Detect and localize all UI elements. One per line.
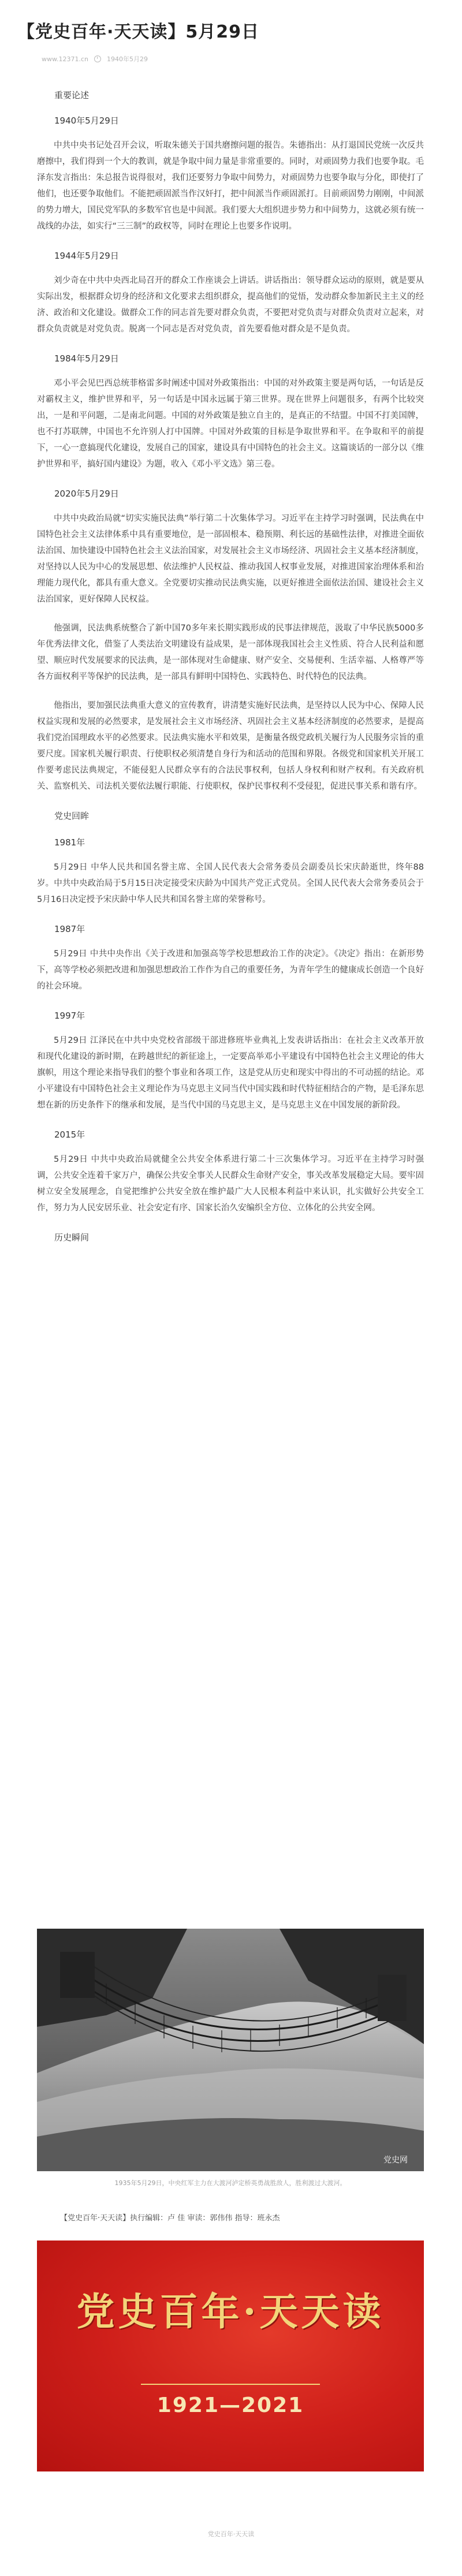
date-heading: 1984年5月29日 [54, 353, 119, 364]
page-title: 【党史百年·天天读】5月29日 [17, 22, 260, 42]
history-heading: 历史瞬间 [54, 1232, 90, 1243]
historical-photo [37, 1929, 424, 2171]
paragraph: 邓小平会见巴西总统菲格雷多时阐述中国对外政策指出：中国的对外政策主要是两句话，一句话是反对霸权主义，维护世界和平，另一句话是中国永远属于第三世界。现在世界上问题很多，有两个比较突出，一是和平问题，二是南北问题。中国的对外政策是独立自主的，是真正的不结盟。中国不打美国牌，也不打苏联牌，中国也不允许别人打中国牌。中国对外政策的目标是争取世界和平。在争取和平的前提下，一心一意搞现代化建设，发展自己的国家，建设具有中国特色的社会主义。这篇谈话的一部分以《维护世界和平，搞好国内建设》为题，收入《邓小平文选》第三卷。 [37, 379, 424, 469]
photo-caption: 1935年5月29日，中央红军主力在大渡河泸定桥英勇战胜敌人，胜利渡过大渡河。 [114, 2179, 346, 2187]
year-heading: 1981年 [54, 837, 85, 848]
section-heading: 重要论述 [54, 90, 90, 100]
date-heading: 1940年5月29日 [54, 115, 119, 126]
date-heading: 2020年5月29日 [54, 489, 119, 499]
paragraph: 中共中央政治局就“切实实施民法典”举行第二十次集体学习。习近平在主持学习时强调，民法典在中国特色社会主义法律体系中具有重要地位，是一部固根本、稳预期、利长远的基础性法律，对推进全面依法治国、加快建设中国特色社会主义法治国家，对发展社会主义市场经济、巩固社会主义基本经济制度，对坚持以人民为中心的发展思想、依法维护人民权益、推动我国人权事业发展，对推进国家治理体系和治理能力现代化，都具有重大意义。全党要切实推动民法典实施，以更好推进全面依法治国、建设社会主义法治国家，更好保障人民权益。 [37, 514, 424, 604]
paragraph: 中共中央书记处召开会议，听取朱德关于国共磨擦问题的报告。朱德指出：从打退国民党统一次反共磨擦中，我们得到一个大的教训，就是争取中间力量是非常重要的。同时，对顽固势力我们也要争取。毛泽东发言指出：朱总报告说得很对，我们还要努力争取中间势力，对顽固势力也要争取与分化，即使打了他们，也还要争取他们。不能把顽固派当作汉奸打，把中间派当作顽固派打。目前顽固势力刚刚，中间派的势力增大，国民党军队的多数军官也是中间派。我们要大大组织进步势力和中间势力，这就必须有统一战线的办法，如实行“三三制”的政权等，同时在理论上也要多作说明。 [37, 141, 424, 231]
photo-watermark: 党史网 [383, 2156, 408, 2165]
review-heading: 党史回眸 [54, 811, 90, 821]
paragraph: 刘少奇在中共中央西北局召开的群众工作座谈会上讲话。讲话指出：领导群众运动的原则，就是要从实际出发，根据群众切身的经济和文化要求去组织群众，提高他们的觉悟，发动群众参加新民主主义的经济、政治和文化建设。做群众工作的同志首先要对群众负责，不要把对党负责与对群众负责对立起来，对群众负责就是对党负责。脱离一个同志是否对党负责，首先要看他对群众是不是负责。 [37, 276, 424, 334]
banner-years: 1921—2021 [157, 2394, 304, 2417]
article-meta [42, 54, 148, 64]
paragraph: 他指出，要加强民法典重大意义的宣传教育，讲清楚实施好民法典，是坚持以人民为中心、保障人民权益实现和发展的必然要求，是发展社会主义市场经济、巩固社会主义基本经济制度的必然要求，是提高我们党治国理政水平的必然要求。民法典实施水平和效果，是衡量各级党政机关履行为人民服务宗旨的重要尺度。国家机关履行职责、行使职权必须清楚自身行为和活动的范围和界限。各级党和国家机关开展工作要考虑民法典规定，不能侵犯人民群众享有的合法民事权利，包括人身权利和财产权利。有关政府机关、监察机关、司法机关要依法履行职能、行使职权，保护民事权利不受侵犯，促进民事关系和谐有序。 [37, 701, 424, 791]
paragraph: 5月29日 中共中央作出《关于改进和加强高等学校思想政治工作的决定》。《决定》指出：在新形势下，高等学校必须把改进和加强思想政治工作作为自己的重要任务，为青年学生的健康成长创造一个良好的社会环境。 [37, 949, 424, 991]
banner-divider [141, 2384, 320, 2385]
article-body [37, 87, 424, 1246]
paragraph: 5月29日 江泽民在中共中央党校省部级干部进修班毕业典礼上发表讲话指出：在社会主义改革开放和现代化建设的新时期，在跨越世纪的新征途上，一定要高举邓小平建设有中国特色社会主义理论的伟大旗帜，用这个理论来指导我们的整个事业和各项工作，这是党从历史和现实中得出的不可动摇的结论。邓小平建设有中国特色社会主义理论作为马克思主义同当代中国实践和时代特征相结合的产物，是毛泽东思想在新的历史条件下的继承和发展，是当代中国的马克思主义，是马克思主义在中国发展的新阶段。 [37, 1036, 424, 1110]
date-heading: 1944年5月29日 [54, 251, 119, 261]
year-heading: 1987年 [54, 924, 85, 934]
paragraph: 5月29日 中共中央政治局就健全公共安全体系进行第二十三次集体学习。习近平在主持学习时强调，公共安全连着千家万户，确保公共安全事关人民群众生命财产安全，事关改革发展稳定大局。要牢固树立安全发展理念，自觉把维护公共安全放在维护最广大人民根本利益中来认识，扎实做好公共安全工作，努力为人民安居乐业、社会安定有序、国家长治久安编织全方位、立体化的公共安全网。 [37, 1155, 424, 1213]
banner-title: 党史百年·天天读 [76, 2289, 385, 2334]
paragraph: 5月29日 中华人民共和国名誉主席、全国人民代表大会常务委员会副委员长宋庆龄逝世，终年88岁。中共中央政治局于5月15日决定接受宋庆龄为中国共产党正式党员。全国人民代表大会常务委员会于5月16日决定授予宋庆龄中华人民共和国名誉主席的荣誉称号。 [37, 863, 424, 904]
year-heading: 1997年 [54, 1011, 85, 1021]
bridge-illustration [37, 1929, 424, 2171]
credits-line: 【党史百年·天天读】执行编辑：卢 佳 审读：郭伟伟 指导：班永杰 [60, 2214, 280, 2223]
page-footer: 党史百年·天天读 [207, 2530, 255, 2538]
series-banner [37, 2241, 424, 2471]
clock-icon [94, 55, 101, 62]
year-heading: 2015年 [54, 1129, 85, 1140]
date-label: 1940年5月29 [107, 55, 148, 63]
source-label[interactable]: www.12371.cn [42, 55, 88, 63]
paragraph: 他强调，民法典系统整合了新中国70多年来长期实践形成的民事法律规范，汲取了中华民族5000多年优秀法律文化，借鉴了人类法治文明建设有益成果，是一部体现我国社会主义性质、符合人民利益和愿望、顺应时代发展要求的民法典，是一部体现对生命健康、财产安全、交易便利、生活幸福、人格尊严等各方面权利平等保护的民法典，是一部具有鲜明中国特色、实践特色、时代特色的民法典。 [37, 624, 424, 681]
